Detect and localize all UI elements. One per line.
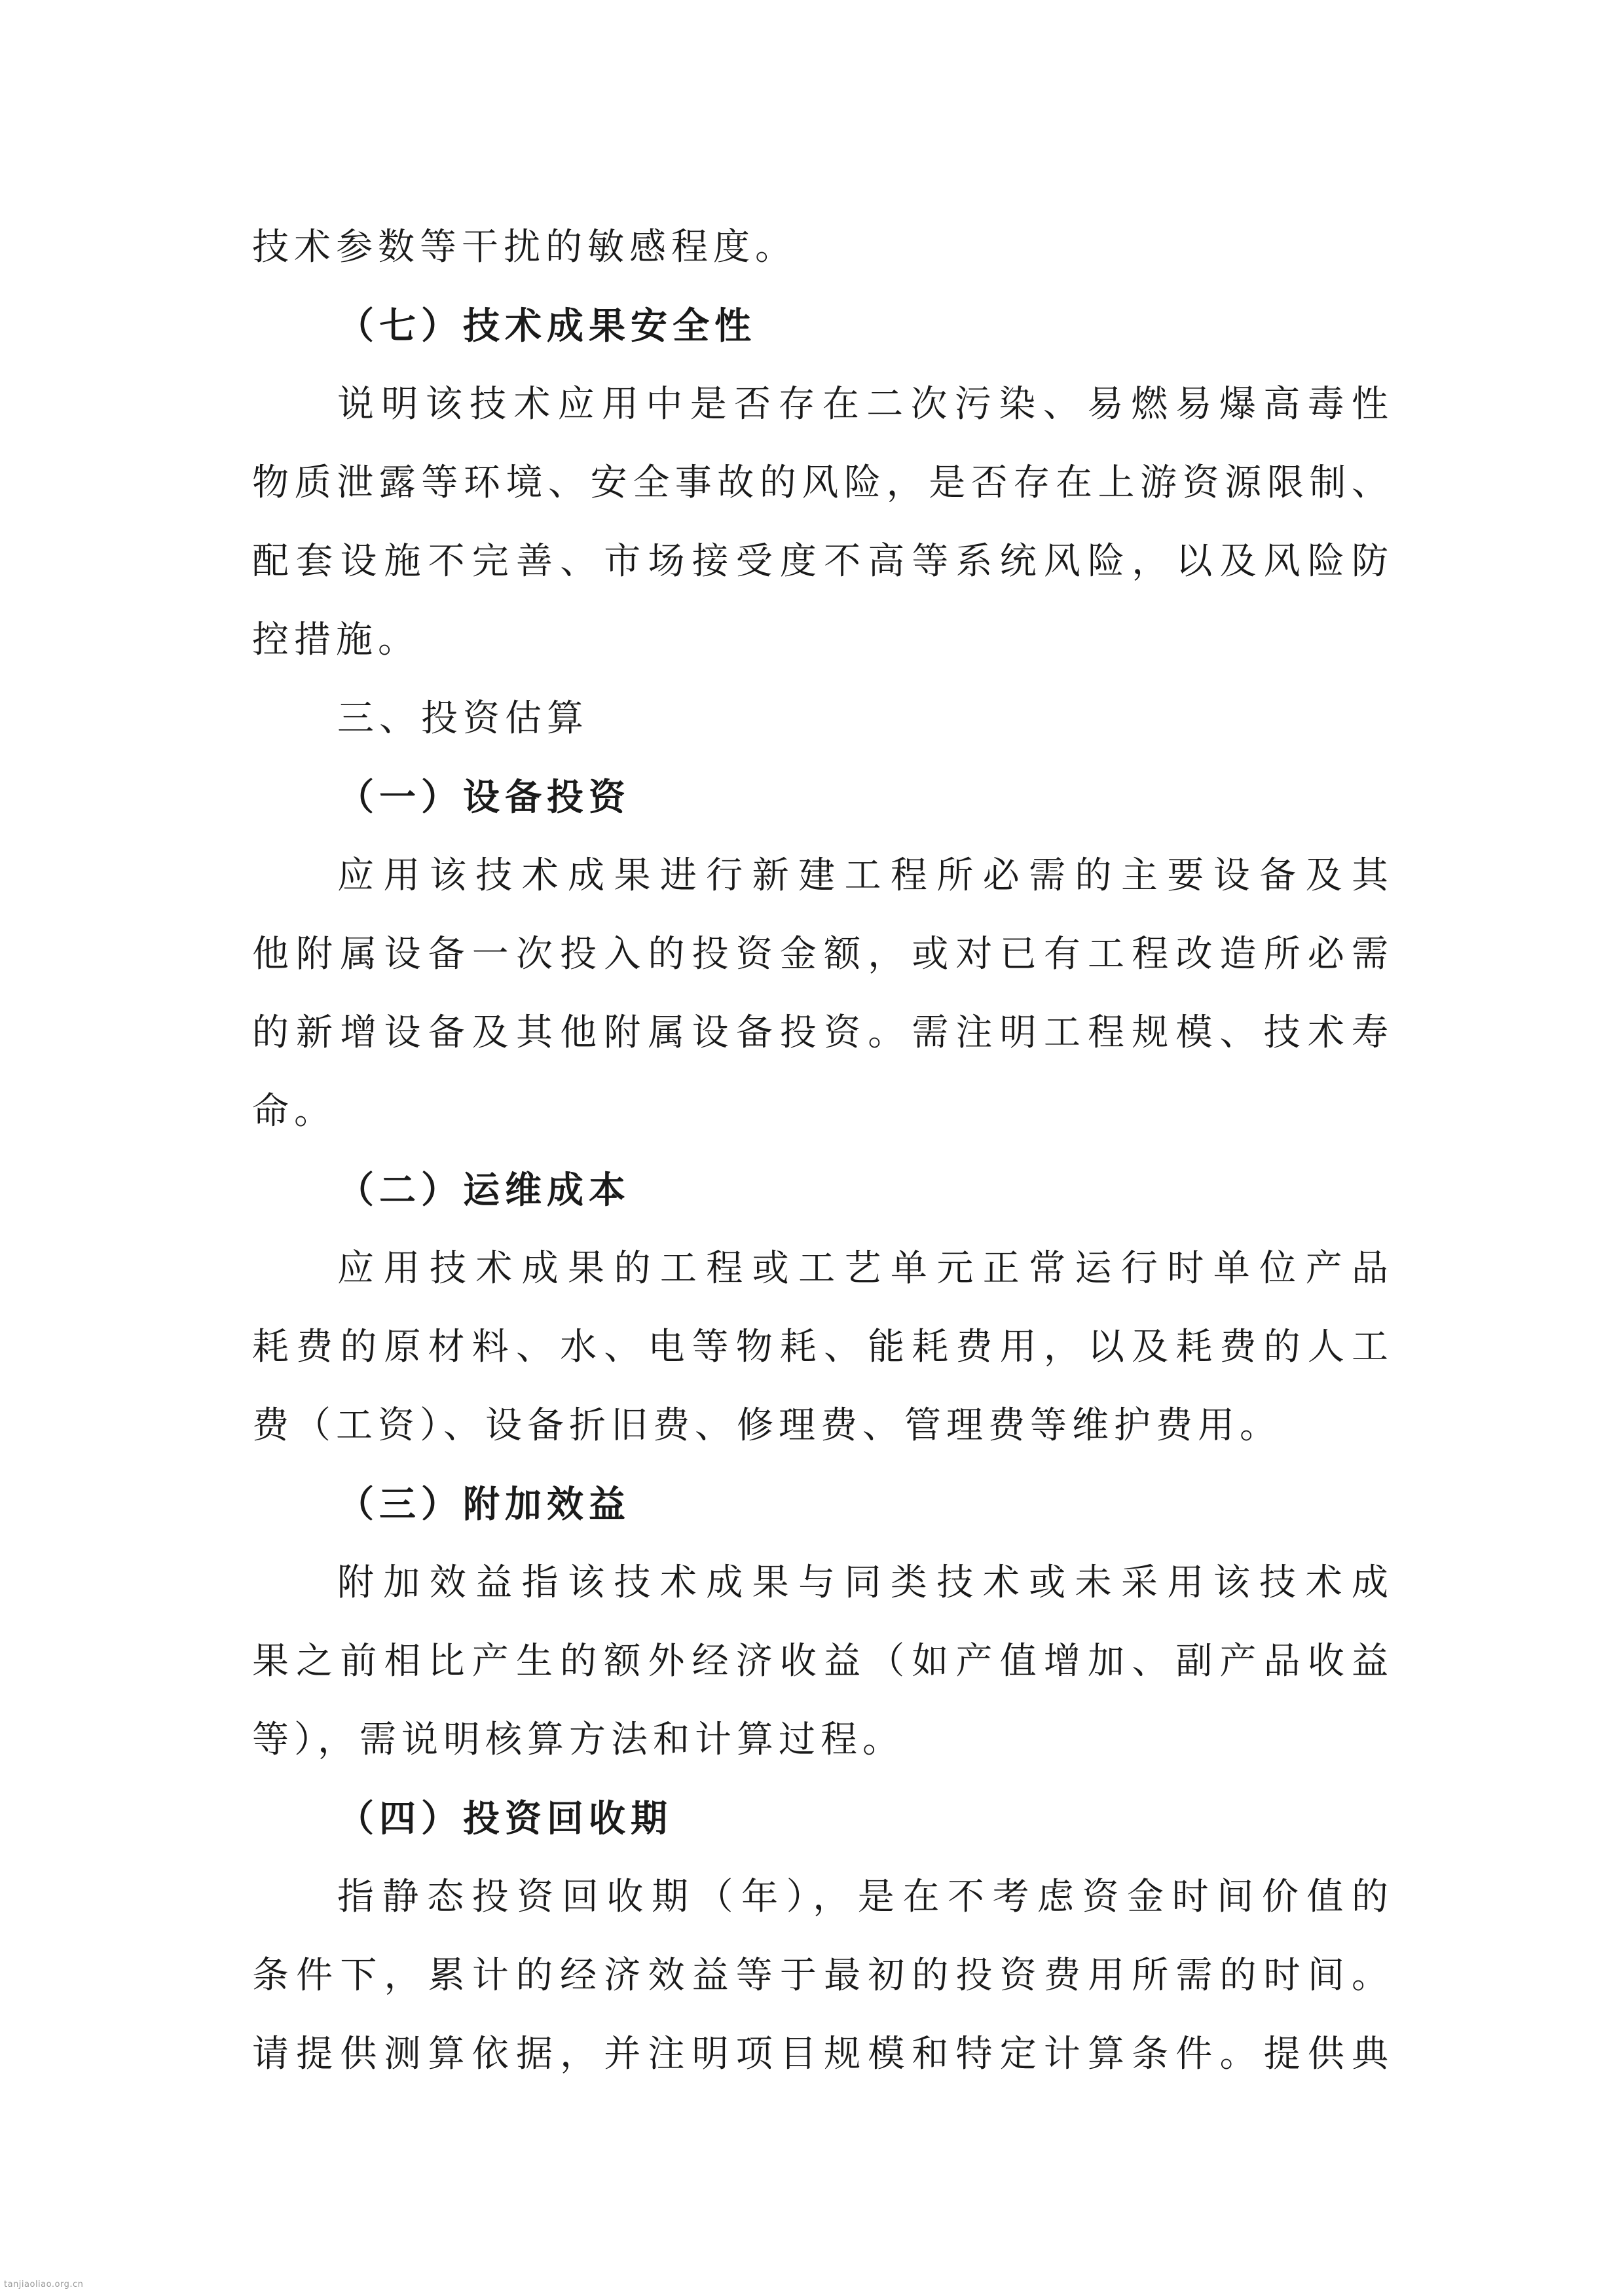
watermark: tanjiaoliao.org.cn [4,2280,84,2289]
section-heading-3: （三）附加效益 [337,1483,631,1526]
paragraph-line: 配套设施不完善、市场接受度不高等系统风险，以及风险防 [252,540,1388,583]
paragraph-line: 条件下，累计的经济效益等于最初的投资费用所需的时间。 [252,1954,1388,1997]
section-heading-2: （二）运维成本 [337,1169,631,1212]
section-heading-4: （四）投资回收期 [337,1797,673,1840]
paragraph-line: 附加效益指该技术成果与同类技术或未采用该技术成 [337,1561,1388,1604]
paragraph-line: 费（工资）、设备折旧费、修理费、管理费等维护费用。 [252,1404,1282,1447]
paragraph-line: 控措施。 [252,619,420,661]
paragraph-line: 说明该技术应用中是否存在二次污染、易燃易爆高毒性 [337,383,1388,426]
section-heading-1: （一）设备投资 [337,776,631,819]
paragraph-line: 指静态投资回收期（年），是在不考虑资金时间价值的 [337,1876,1388,1918]
paragraph-line: 技术参数等干扰的敏感程度。 [252,226,797,268]
section-heading-7: （七）技术成果安全性 [337,304,756,348]
paragraph-line: 果之前相比产生的额外经济收益（如产值增加、副产品收益 [252,1640,1388,1683]
paragraph-line: 等），需说明核算方法和计算过程。 [252,1719,904,1761]
paragraph-line: 应用该技术成果进行新建工程所必需的主要设备及其 [337,854,1388,897]
paragraph-line: 请提供测算依据，并注明项目规模和特定计算条件。提供典 [252,2033,1388,2075]
paragraph-line: 物质泄露等环境、安全事故的风险，是否存在上游资源限制、 [252,462,1388,504]
paragraph-line: 命。 [252,1090,336,1133]
paragraph-line: 的新增设备及其他附属设备投资。需注明工程规模、技术寿 [252,1011,1388,1054]
chapter-heading-3: 三、投资估算 [337,697,589,740]
paragraph-line: 耗费的原材料、水、电等物耗、能耗费用，以及耗费的人工 [252,1326,1388,1368]
paragraph-line: 应用技术成果的工程或工艺单元正常运行时单位产品 [337,1247,1388,1290]
paragraph-line: 他附属设备一次投入的投资金额，或对已有工程改造所必需 [252,933,1388,975]
